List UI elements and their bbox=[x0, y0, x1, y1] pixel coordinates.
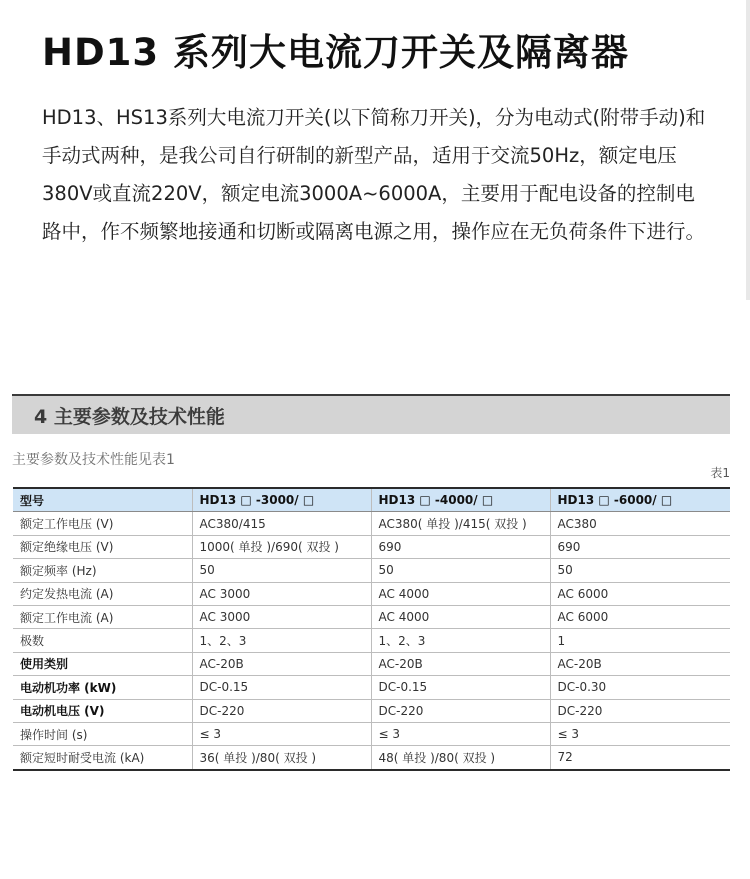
table-cell: 72 bbox=[550, 746, 730, 770]
page-title: HD13 系列大电流刀开关及隔离器 bbox=[42, 31, 630, 74]
table-reference-note: 主要参数及技术性能见表1 bbox=[12, 452, 175, 468]
table-cell: ≤ 3 bbox=[550, 722, 730, 745]
header-cell: 型号 bbox=[13, 488, 192, 512]
param-name: 额定频率 (Hz) bbox=[13, 559, 192, 582]
section-header bbox=[12, 394, 730, 434]
table-cell: 1 bbox=[550, 629, 730, 652]
table-row bbox=[13, 629, 730, 652]
table-row bbox=[13, 559, 730, 582]
table-cell: 36( 单投 )/80( 双投 ) bbox=[192, 746, 371, 770]
table-cell: DC-220 bbox=[371, 699, 550, 722]
spec-table bbox=[13, 487, 730, 771]
header-cell: HD13 □ -4000/ □ bbox=[371, 488, 550, 512]
table-cell: AC 3000 bbox=[192, 582, 371, 605]
param-name: 约定发热电流 (A) bbox=[13, 582, 192, 605]
param-name: 额定短时耐受电流 (kA) bbox=[13, 746, 192, 770]
table-cell: AC 4000 bbox=[371, 605, 550, 628]
param-name: 极数 bbox=[13, 629, 192, 652]
table-row bbox=[13, 535, 730, 558]
section-heading: 4 主要参数及技术性能 bbox=[34, 406, 225, 428]
param-name: 操作时间 (s) bbox=[13, 722, 192, 745]
table-row bbox=[13, 582, 730, 605]
table-cell: DC-0.15 bbox=[192, 676, 371, 699]
table-cell: DC-220 bbox=[192, 699, 371, 722]
table-label: 表1 bbox=[710, 466, 730, 480]
table-cell: AC-20B bbox=[371, 652, 550, 675]
table-row bbox=[13, 512, 730, 535]
table-cell: 690 bbox=[550, 535, 730, 558]
table-cell: ≤ 3 bbox=[371, 722, 550, 745]
table-cell: DC-220 bbox=[550, 699, 730, 722]
table-row bbox=[13, 652, 730, 675]
table-cell: 1、2、3 bbox=[371, 629, 550, 652]
table-cell: AC-20B bbox=[550, 652, 730, 675]
table-cell: 50 bbox=[371, 559, 550, 582]
table-cell: AC 4000 bbox=[371, 582, 550, 605]
table-cell: 1000( 单投 )/690( 双投 ) bbox=[192, 535, 371, 558]
table-cell: DC-0.15 bbox=[371, 676, 550, 699]
table-row bbox=[13, 746, 730, 770]
param-name: 额定工作电压 (V) bbox=[13, 512, 192, 535]
header-cell: HD13 □ -3000/ □ bbox=[192, 488, 371, 512]
table-cell: 1、2、3 bbox=[192, 629, 371, 652]
param-name: 电动机电压 (V) bbox=[13, 699, 192, 722]
table-row bbox=[13, 722, 730, 745]
table-row bbox=[13, 605, 730, 628]
table-cell: AC 3000 bbox=[192, 605, 371, 628]
param-name: 使用类别 bbox=[13, 652, 192, 675]
table-cell: AC380 bbox=[550, 512, 730, 535]
table-cell: AC380( 单投 )/415( 双投 ) bbox=[371, 512, 550, 535]
param-name: 电动机功率 (kW) bbox=[13, 676, 192, 699]
table-cell: ≤ 3 bbox=[192, 722, 371, 745]
intro-paragraph: HD13、HS13系列大电流刀开关(以下简称刀开关)，分为电动式(附带手动)和手动式两种，是我公司自行研制的新型产品，适用于交流50Hz，额定电压380V或直流220V，额定电流3000A~6000A，主要用于配电设备的控制电路中，作不频繁地接通和切断或隔离电源之用，操作应在无负荷条件下进行。 bbox=[42, 106, 706, 243]
table-cell: 50 bbox=[192, 559, 371, 582]
table-cell: 50 bbox=[550, 559, 730, 582]
param-name: 额定绝缘电压 (V) bbox=[13, 535, 192, 558]
table-row bbox=[13, 676, 730, 699]
table-cell: AC380/415 bbox=[192, 512, 371, 535]
table-cell: DC-0.30 bbox=[550, 676, 730, 699]
table-cell: 690 bbox=[371, 535, 550, 558]
table-cell: AC 6000 bbox=[550, 605, 730, 628]
table-header-row bbox=[13, 488, 730, 512]
param-name: 额定工作电流 (A) bbox=[13, 605, 192, 628]
header-cell: HD13 □ -6000/ □ bbox=[550, 488, 730, 512]
table-cell: 48( 单投 )/80( 双投 ) bbox=[371, 746, 550, 770]
table-row bbox=[13, 699, 730, 722]
right-edge-rule bbox=[746, 0, 750, 300]
table-cell: AC 6000 bbox=[550, 582, 730, 605]
table-cell: AC-20B bbox=[192, 652, 371, 675]
